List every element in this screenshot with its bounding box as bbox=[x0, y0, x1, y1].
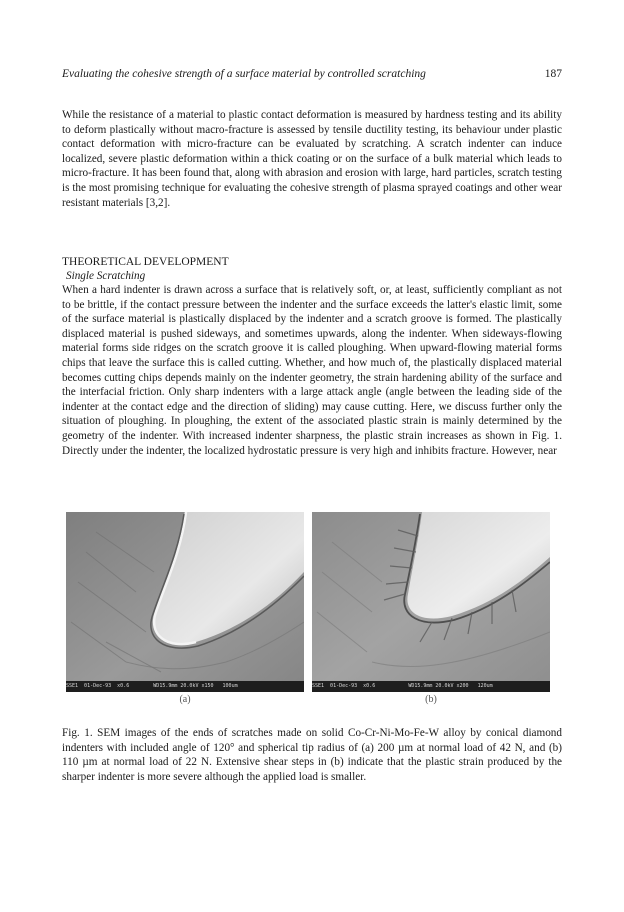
intro-paragraph: While the resistance of a material to plastic contact deformation is measured by hardness testing and its ability to deform plastically without macro-fracture is assessed by tensile ductility testing, its behaviour under plastic contact deformation with micro-fracture can be evaluated by scratching. A scratch indenter can induce localized, severe plastic deformation within a thick coating or on the surface of a bulk material which leads to micro-fracture. It has been found that, along with abrasion and erosion with large, hard particles, scratch testing is the most promising technique for evaluating the cohesive strength of plasma sprayed coatings and other wear resistant materials [3,2]. bbox=[62, 109, 562, 209]
sem-image-b bbox=[312, 512, 550, 692]
page-number: 187 bbox=[544, 68, 562, 80]
running-header bbox=[62, 68, 562, 84]
sem-databar-b: SSE1 01-Dec-93 x0.6 WD15.9mm 20.0kV x200 120um bbox=[312, 681, 550, 692]
sem-image-a bbox=[66, 512, 304, 692]
subsection-title: Single Scratching bbox=[66, 270, 146, 282]
body-paragraph: When a hard indenter is drawn across a surface that is relatively soft, or, at least, sufficiently compliant as not to be brittle, if the contact pressure between the indenter and the surface exceeds the latter's elastic limit, some of the surface material is plastically displaced by the indenter and a scratch groove is formed. The plastically displaced material is pushed sideways, and sometimes upwards, along the indenter. When sideways-flowing material forms side ridges on the scratch groove it is called ploughing. When upward-flowing material forms chips that leave the surface this is called cutting. Whether, and how much of, the plastically displaced material becomes cutting chips depends mainly on the indenter geometry, the strain hardening ability of the surface and the interfacial friction. Only sharp indenters with a large attack angle (angle between the leading side of the indenter at the contact edge and the direction of sliding) may cause cutting. Here, we discuss further only the situation of ploughing. In ploughing, the extent of the associated plastic strain is mainly determined by the geometry of the indenter. With increased indenter sharpness, the plastic strain increases as shown in Fig. 1. Directly under the indenter, the localized hydrostatic pressure is very high and inhibits fracture. However, near bbox=[62, 284, 562, 457]
panel-label-b: (b) bbox=[425, 694, 437, 705]
panel-label-a: (a) bbox=[179, 694, 191, 705]
figure-caption: Fig. 1. SEM images of the ends of scratches made on solid Co-Cr-Ni-Mo-Fe-W alloy by conical diamond indenters with included angle of 120° and spherical tip radius of (a) 200 µm at normal load of 42 N, and (b) 110 µm at normal load of 22 N. Extensive shear steps in (b) indicate that the plastic strain produced by the sharper indenter is more severe although the applied load is smaller. bbox=[62, 727, 562, 783]
running-title: Evaluating the cohesive strength of a surface material by controlled scratching bbox=[62, 68, 426, 80]
figure-1 bbox=[62, 512, 554, 704]
section-title: THEORETICAL DEVELOPMENT bbox=[62, 256, 229, 268]
sem-micrograph-a bbox=[66, 512, 304, 692]
sem-micrograph-b bbox=[312, 512, 550, 692]
sem-databar-a: SSE1 01-Dec-93 x0.6 WD15.9mm 20.0kV x150 100um bbox=[66, 681, 304, 692]
